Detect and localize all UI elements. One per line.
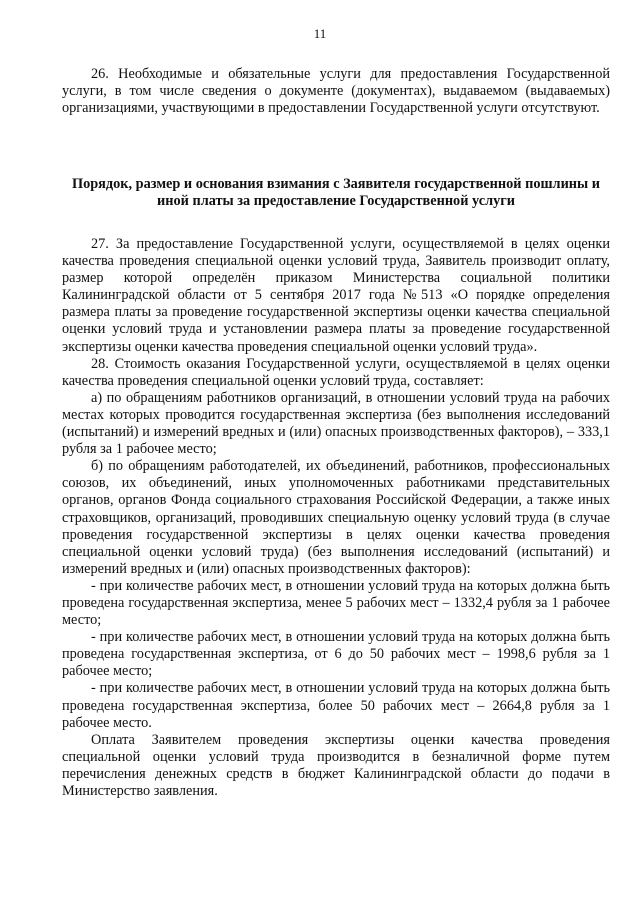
bullet-6-to-50: - при количестве рабочих мест, в отношении условий труда на которых должна быть проведена государственная экспертиза, от 6 до 50 рабочих мест – 1998,6 рубля за 1 рабочее место; — [62, 629, 610, 680]
bullet-under-5: - при количестве рабочих мест, в отношении условий труда на которых должна быть проведена государственная экспертиза, менее 5 рабочих мест – 1332,4 рубля за 1 рабочее место; — [62, 577, 610, 629]
bullet-over-50: - при количестве рабочих мест, в отношении условий труда на которых должна быть проведена государственная экспертиза, более 50 рабочих мест – 2664,8 рубля за 1 рабочее место. — [62, 680, 610, 731]
section-26 — [62, 66, 610, 117]
section-27-28 — [62, 236, 610, 800]
paragraph-28b: б) по обращениям работодателей, их объединений, работников, профессиональных союзов, их объединений, иных уполномоченных работниками представительных органов, органов Фонда социального страхования Российской Федерации, а также иных страховщиков, организаций, проводивших специальную оценку условий труда (в случае проведения государственной экспертизы в целях оценки качества проведения специальной оценки условий труда) (без выполнения исследований (испытаний) и измерений вредных и (или) опасных производственных факторов): — [62, 458, 610, 577]
paragraph-payment: Оплата Заявителем проведения экспертизы оценки качества проведения специальной оценки условий труда производится в безналичной форме путем перечисления денежных средств в бюджет Калининградской области до подачи в Министерство заявления. — [62, 731, 610, 799]
page-number: 11 — [313, 26, 327, 41]
paragraph-28: 28. Стоимость оказания Государственной услуги, осуществляемой в целях оценки качества проведения специальной оценки условий труда, составляет: — [62, 355, 610, 389]
paragraph-27: 27. За предоставление Государственной услуги, осуществляемой в целях оценки качества проведения специальной оценки условий труда, Заявитель производит оплату, размер которой определён приказом Министерства социальной политики Калининградской области от 5 сентября 2017 года №513 «О порядке определения размера платы за проведение государственной экспертизы оценки качества специальной оценки условий труда и установлении размера платы за проведение государственной экспертизы оценки качества проведения специальной оценки условий труда». — [62, 236, 610, 355]
paragraph-26: 26. Необходимые и обязательные услуги для предоставления Государственной услуги, в том числе сведения о документе (документах), выдаваемом (выдаваемых) организациями, участвующими в предоставлении Государственной услуги отсутствуют. — [62, 66, 610, 117]
paragraph-28a: а) по обращениям работников организаций, в отношении условий труда на рабочих местах которых проводится государственная экспертиза (без выполнения исследований (испытаний) и измерений вредных и (или) опасных производственных факторов), – 333,1 рубля за 1 рабочее место; — [62, 389, 610, 458]
section-heading: Порядок, размер и основания взимания с Заявителя государственной пошлины и иной платы за предоставление Государственной услуги — [71, 176, 601, 209]
